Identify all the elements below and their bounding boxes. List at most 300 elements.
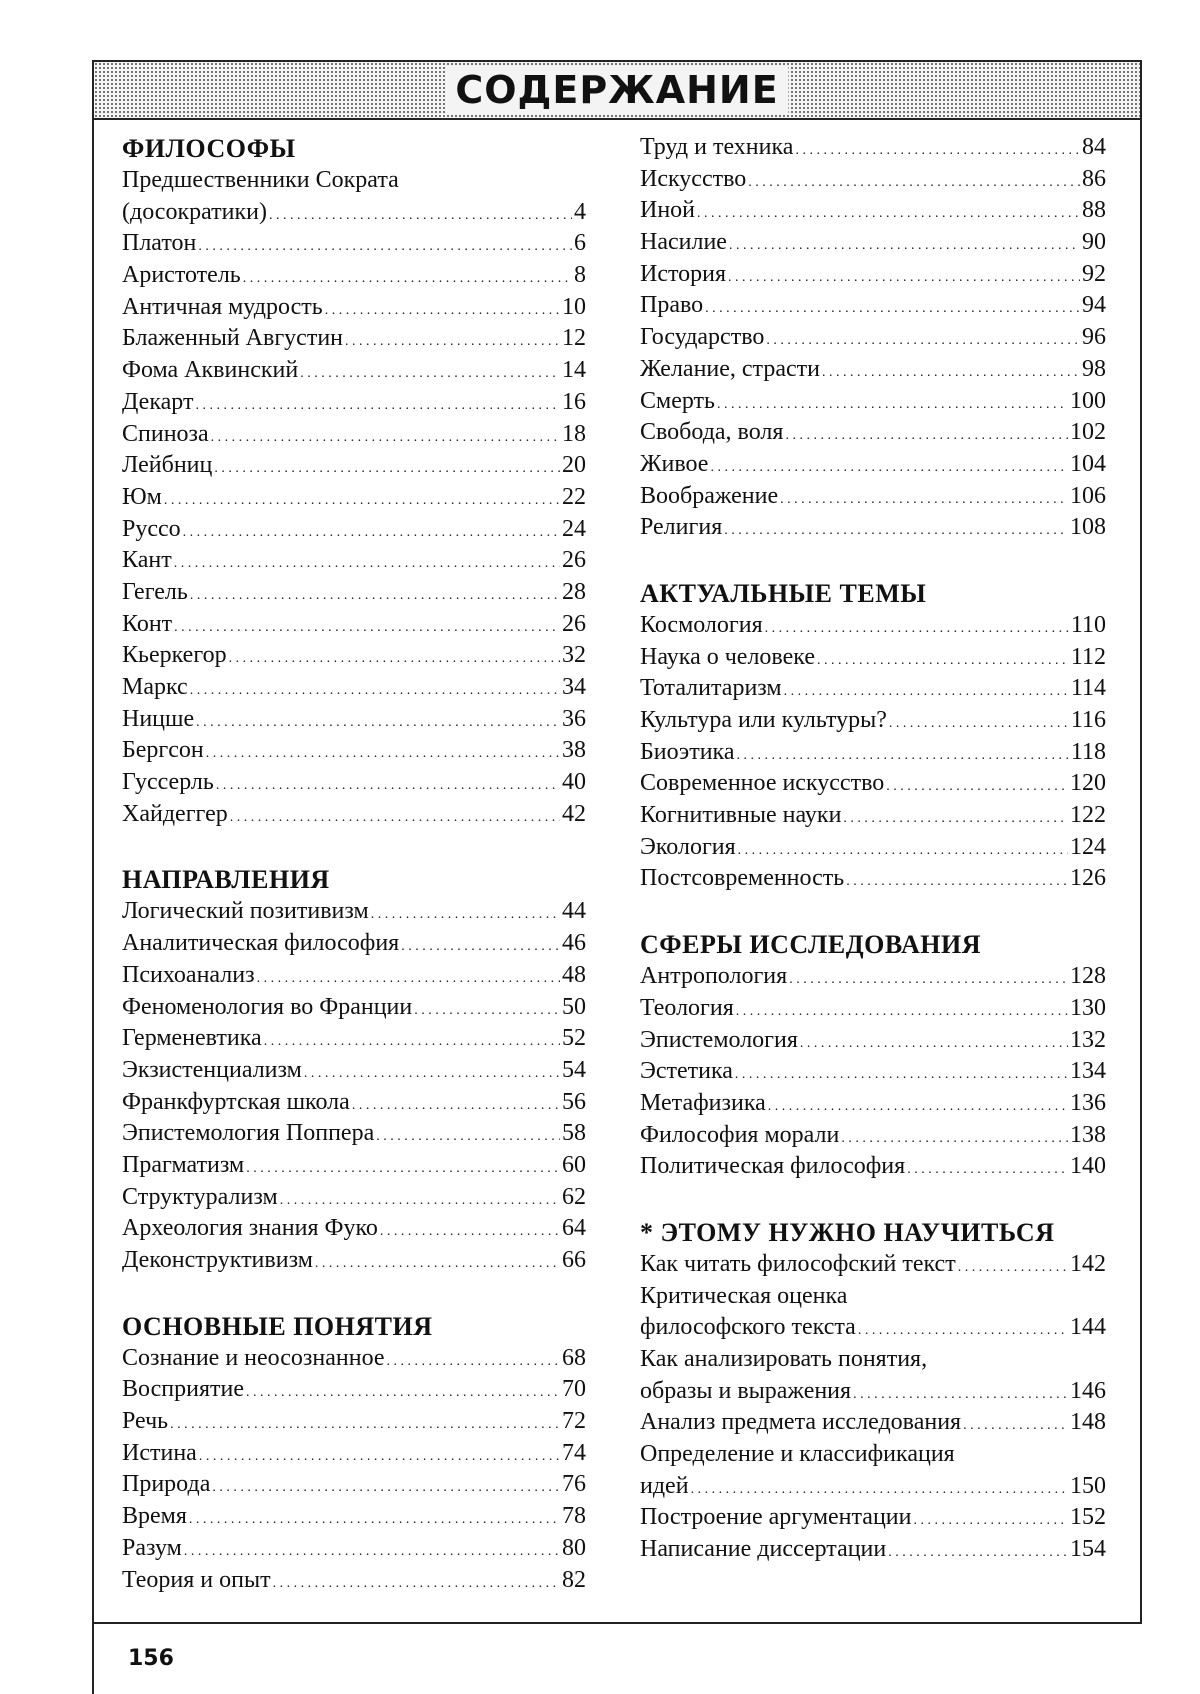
toc-entry-page: 20 xyxy=(562,452,586,479)
toc-entry-title: Кьеркегор xyxy=(122,642,227,669)
toc-entry[interactable] xyxy=(122,704,586,736)
toc-entry-page: 110 xyxy=(1070,611,1106,638)
toc-entry[interactable] xyxy=(122,640,586,672)
dot-leader xyxy=(174,545,560,580)
toc-entry[interactable] xyxy=(122,197,586,229)
toc-entry-page: 86 xyxy=(1082,165,1106,192)
toc-entry-page: 104 xyxy=(1070,450,1106,477)
toc-entry[interactable] xyxy=(640,1534,1106,1566)
toc-entry[interactable] xyxy=(640,1120,1106,1152)
toc-entry-title: Лейбниц xyxy=(122,452,213,479)
toc-entry-page: 96 xyxy=(1082,324,1106,351)
toc-entry-title: Спиноза xyxy=(122,420,209,447)
toc-entry-title: Герменевтика xyxy=(122,1025,262,1052)
dot-leader xyxy=(886,768,1068,803)
toc-entry[interactable] xyxy=(122,1343,586,1375)
toc-entry-page: 48 xyxy=(562,961,586,988)
toc-entry-page: 94 xyxy=(1082,292,1106,319)
toc-entry-title: Антропология xyxy=(640,963,788,990)
toc-entry[interactable] xyxy=(122,960,586,992)
dot-leader xyxy=(212,1469,560,1504)
toc-entry-title: Искусство xyxy=(640,165,747,192)
dot-leader xyxy=(300,355,560,390)
dot-leader xyxy=(325,292,560,327)
toc-entry-title: Ницше xyxy=(122,705,195,732)
toc-entry-title-line1[interactable]: Определение и классификация xyxy=(640,1441,955,1468)
toc-entry-title: Время xyxy=(122,1503,187,1530)
dot-leader xyxy=(717,386,1068,421)
toc-entry-page: 150 xyxy=(1070,1472,1106,1499)
dot-leader xyxy=(183,514,560,549)
toc-entry-title: Декарт xyxy=(122,388,194,415)
toc-entry-title: Франкфуртская школа xyxy=(122,1088,350,1115)
toc-entry-title: Смерть xyxy=(640,387,715,414)
toc-entry-page: 152 xyxy=(1070,1504,1106,1531)
toc-entry[interactable] xyxy=(640,961,1106,993)
toc-entry-title: Прагматизм xyxy=(122,1151,245,1178)
toc-entry[interactable] xyxy=(640,642,1106,674)
toc-entry-page: 148 xyxy=(1070,1409,1106,1436)
toc-entry[interactable] xyxy=(640,1312,1106,1344)
toc-entry-title: Экзистенциализм xyxy=(122,1056,302,1083)
toc-entry[interactable] xyxy=(640,863,1106,895)
dot-leader xyxy=(780,481,1068,516)
toc-entry-page: 28 xyxy=(562,578,586,605)
dot-leader xyxy=(765,610,1069,645)
toc-entry-title: Кант xyxy=(122,547,172,574)
dot-leader xyxy=(174,609,560,644)
toc-entry[interactable] xyxy=(122,1501,586,1533)
toc-entry-title: Живое xyxy=(640,450,709,477)
toc-entry-page: 76 xyxy=(562,1471,586,1498)
toc-entry-page: 132 xyxy=(1070,1026,1106,1053)
dot-leader xyxy=(795,132,1080,167)
toc-entry[interactable] xyxy=(122,1087,586,1119)
toc-entry[interactable] xyxy=(122,1023,586,1055)
dot-leader xyxy=(817,642,1069,677)
toc-entry[interactable] xyxy=(122,545,586,577)
toc-entry-page: 106 xyxy=(1070,482,1106,509)
toc-entry-title: Теория и опыт xyxy=(122,1566,271,1593)
dot-leader xyxy=(273,1565,560,1600)
toc-entry-page: 142 xyxy=(1070,1250,1106,1277)
toc-entry-page: 140 xyxy=(1070,1153,1106,1180)
dot-leader xyxy=(184,1533,560,1568)
toc-entry[interactable] xyxy=(640,322,1106,354)
toc-entry-page: 138 xyxy=(1070,1121,1106,1148)
toc-entry[interactable] xyxy=(640,354,1106,386)
toc-entry-title: Разум xyxy=(122,1534,182,1561)
toc-entry-title: Бергсон xyxy=(122,737,204,764)
toc-entry-title: Аналитическая философия xyxy=(122,930,400,957)
toc-entry[interactable] xyxy=(122,482,586,514)
toc-entry[interactable] xyxy=(640,993,1106,1025)
dot-leader xyxy=(729,227,1080,262)
dot-leader xyxy=(414,992,560,1027)
toc-entry[interactable] xyxy=(122,1406,586,1438)
toc-entry-title: Когнитивные науки xyxy=(640,802,842,829)
toc-entry[interactable] xyxy=(640,1471,1106,1503)
header-band xyxy=(94,62,1140,120)
toc-entry-page: 146 xyxy=(1070,1377,1106,1404)
section-heading: * ЭТОМУ НУЖНО НАУЧИТЬСЯ xyxy=(640,1217,1055,1247)
dot-leader xyxy=(206,735,560,770)
toc-entry-title: Современное искусство xyxy=(640,770,885,797)
toc-entry-title: образы и выражения xyxy=(640,1377,852,1404)
toc-entry-page: 116 xyxy=(1070,707,1106,733)
toc-entry-title: Метафизика xyxy=(640,1089,766,1116)
dot-leader xyxy=(841,1120,1068,1155)
toc-entry[interactable] xyxy=(122,928,586,960)
toc-entry-title: Анализ предмета исследования xyxy=(640,1409,962,1436)
toc-entry[interactable] xyxy=(122,387,586,419)
toc-entry[interactable] xyxy=(122,514,586,546)
toc-entry-page: 54 xyxy=(562,1056,586,1083)
section-gap xyxy=(122,830,586,863)
toc-entry[interactable] xyxy=(640,132,1106,164)
toc-entry-title: Логический позитивизм xyxy=(122,898,369,925)
toc-entry[interactable] xyxy=(122,1150,586,1182)
dot-leader xyxy=(846,863,1068,898)
toc-entry[interactable] xyxy=(640,1025,1106,1057)
toc-entry-title: Фома Аквинский xyxy=(122,357,299,384)
toc-entry[interactable] xyxy=(640,290,1106,322)
toc-entry-title: (досократики) xyxy=(122,198,267,225)
toc-entry-page: 56 xyxy=(562,1088,586,1115)
toc-entry-title: Хайдеггер xyxy=(122,800,228,827)
toc-entry[interactable] xyxy=(640,1088,1106,1120)
toc-entry[interactable] xyxy=(122,1213,586,1245)
toc-entry-page: 62 xyxy=(562,1183,586,1210)
section-heading: ФИЛОСОФЫ xyxy=(122,134,296,163)
dot-leader xyxy=(766,322,1080,357)
toc-entry-page: 88 xyxy=(1082,197,1106,224)
toc-entry-page: 112 xyxy=(1070,643,1106,670)
toc-entry[interactable] xyxy=(640,512,1106,544)
toc-entry-page: 102 xyxy=(1070,419,1106,446)
toc-entry[interactable] xyxy=(640,449,1106,481)
toc-entry-title-line1[interactable]: Как анализировать понятия, xyxy=(640,1346,928,1372)
toc-entry-page: 122 xyxy=(1070,802,1106,829)
toc-entry-page: 34 xyxy=(562,674,586,700)
dot-leader xyxy=(889,705,1069,740)
page-number: 156 xyxy=(128,1646,174,1671)
toc-entry-page: 118 xyxy=(1070,738,1106,765)
dot-leader xyxy=(170,1406,560,1441)
toc-entry[interactable] xyxy=(640,768,1106,800)
toc-entry[interactable] xyxy=(640,386,1106,418)
dot-leader xyxy=(246,1150,560,1185)
dot-leader xyxy=(315,1245,560,1280)
dot-leader xyxy=(264,1023,560,1058)
toc-entry[interactable] xyxy=(640,705,1106,737)
toc-entry-title: Гуссерль xyxy=(122,769,214,796)
toc-entry-page: 42 xyxy=(562,800,586,827)
toc-entry-title: Археология знания Фуко xyxy=(122,1215,378,1242)
toc-entry-page: 134 xyxy=(1070,1058,1106,1085)
dot-leader xyxy=(280,1182,560,1217)
toc-entry-page: 108 xyxy=(1070,514,1106,541)
toc-entry-title: Постсовременность xyxy=(640,865,845,892)
toc-entry-title: Природа xyxy=(122,1471,211,1498)
toc-entry[interactable] xyxy=(122,228,586,260)
dot-leader xyxy=(401,928,560,963)
toc-entry-title: Философия морали xyxy=(640,1121,840,1148)
toc-entry[interactable] xyxy=(122,1182,586,1214)
toc-entry[interactable] xyxy=(640,1056,1106,1088)
dot-leader xyxy=(728,259,1080,294)
toc-entry-title: Желание, страсти xyxy=(640,355,820,382)
dot-leader xyxy=(738,832,1068,867)
section-gap xyxy=(640,895,1106,928)
right-column xyxy=(640,132,1106,1566)
toc-entry-page: 32 xyxy=(562,642,586,669)
toc-entry[interactable] xyxy=(122,1118,586,1150)
dot-leader xyxy=(352,1087,560,1122)
toc-entry[interactable] xyxy=(122,1469,586,1501)
toc-entry-title: Структурализм xyxy=(122,1183,278,1210)
toc-entry-page: 44 xyxy=(562,898,586,925)
toc-entry-title: Аристотель xyxy=(122,262,241,289)
dot-leader xyxy=(164,482,560,517)
toc-entry-title: Наука о человеке xyxy=(640,643,815,670)
toc-entry-title: Восприятие xyxy=(122,1376,244,1403)
toc-entry[interactable] xyxy=(122,450,586,482)
toc-entry-title: Свобода, воля xyxy=(640,419,784,446)
toc-entry-page: 36 xyxy=(562,705,586,732)
dot-leader xyxy=(190,672,560,707)
dot-leader xyxy=(216,767,560,802)
toc-entry-title: Труд и техника xyxy=(640,134,794,160)
dot-leader xyxy=(822,354,1080,389)
toc-entry-page: 98 xyxy=(1082,355,1106,382)
dot-leader xyxy=(735,1056,1068,1091)
toc-entry[interactable] xyxy=(122,609,586,641)
toc-entry-page: 52 xyxy=(562,1025,586,1052)
toc-entry[interactable] xyxy=(122,1374,586,1406)
toc-entry[interactable] xyxy=(640,195,1106,227)
toc-entry[interactable] xyxy=(122,577,586,609)
toc-entry[interactable] xyxy=(640,1151,1106,1183)
toc-entry-page: 18 xyxy=(562,420,586,447)
toc-entry[interactable] xyxy=(122,1438,586,1470)
toc-entry-page: 26 xyxy=(562,547,586,574)
dot-leader xyxy=(230,799,560,834)
toc-entry-page: 40 xyxy=(562,769,586,796)
toc-entry-title: Государство xyxy=(640,324,765,351)
toc-entry-page: 64 xyxy=(562,1215,586,1242)
toc-entry-page: 14 xyxy=(562,357,586,384)
toc-entry[interactable] xyxy=(640,259,1106,291)
toc-entry-page: 84 xyxy=(1082,134,1106,160)
dot-leader xyxy=(789,961,1068,996)
dot-leader xyxy=(697,195,1080,230)
dot-leader xyxy=(269,197,572,232)
dot-leader xyxy=(888,1534,1068,1569)
toc-entry-page: 78 xyxy=(562,1503,586,1530)
dot-leader xyxy=(784,673,1069,708)
toc-entry-title: Построение аргументации xyxy=(640,1504,912,1531)
toc-entry-page: 26 xyxy=(562,610,586,637)
toc-entry[interactable] xyxy=(640,1376,1106,1408)
toc-entry[interactable] xyxy=(640,1249,1106,1281)
toc-entry-page: 128 xyxy=(1070,963,1106,990)
dot-leader xyxy=(963,1407,1068,1442)
toc-entry-title: Иной xyxy=(640,197,696,224)
toc-entry[interactable] xyxy=(122,292,586,324)
toc-entry-title: Экология xyxy=(640,833,736,860)
toc-entry-page: 92 xyxy=(1082,260,1106,287)
left-column xyxy=(122,132,586,1596)
toc-entry-page: 80 xyxy=(562,1534,586,1561)
dot-leader xyxy=(376,1118,560,1153)
toc-entry-title: Право xyxy=(640,292,704,319)
toc-entry-title: Гегель xyxy=(122,578,188,605)
toc-entry[interactable] xyxy=(640,1502,1106,1534)
toc-entry-title: Культура или культуры? xyxy=(640,707,887,733)
toc-entry-title: Как читать философский текст xyxy=(640,1250,956,1277)
toc-entry-title-line1[interactable]: Критическая оценка xyxy=(640,1282,848,1309)
dot-leader xyxy=(748,164,1080,199)
dot-leader xyxy=(705,290,1080,325)
toc-entry-page: 50 xyxy=(562,993,586,1020)
toc-entry-page: 22 xyxy=(562,483,586,510)
toc-entry[interactable] xyxy=(640,737,1106,769)
toc-entry-title: Тоталитаризм xyxy=(640,675,782,702)
margin-line xyxy=(92,1624,94,1694)
toc-entry-title: Истина xyxy=(122,1439,197,1466)
toc-entry[interactable] xyxy=(640,481,1106,513)
toc-entry-title: Маркс xyxy=(122,674,188,700)
toc-entry[interactable] xyxy=(122,1055,586,1087)
toc-entry[interactable] xyxy=(122,1245,586,1277)
toc-entry-page: 126 xyxy=(1070,865,1106,892)
toc-entry-page: 4 xyxy=(574,198,586,225)
dot-leader xyxy=(190,577,560,612)
toc-entry-title: философского текста xyxy=(640,1314,856,1341)
toc-entry[interactable] xyxy=(122,1533,586,1565)
toc-entry-title-line1[interactable]: Предшественники Сократа xyxy=(122,167,399,193)
dot-leader xyxy=(736,993,1068,1028)
dot-leader xyxy=(710,449,1068,484)
toc-entry[interactable] xyxy=(122,1565,586,1597)
toc-entry[interactable] xyxy=(122,419,586,451)
toc-entry-title: Конт xyxy=(122,610,173,637)
toc-entry-title: идей xyxy=(640,1472,689,1499)
toc-entry-page: 60 xyxy=(562,1151,586,1178)
dot-leader xyxy=(853,1376,1068,1411)
dot-leader xyxy=(858,1312,1068,1347)
toc-entry-title: Космология xyxy=(640,611,763,638)
dot-leader xyxy=(196,704,560,739)
toc-entry-page: 24 xyxy=(562,515,586,542)
toc-entry-page: 124 xyxy=(1070,833,1106,860)
toc-entry-page: 72 xyxy=(562,1408,586,1435)
toc-entry-page: 58 xyxy=(562,1120,586,1147)
dot-leader xyxy=(199,1438,560,1473)
toc-entry-page: 114 xyxy=(1070,675,1106,702)
page-title: СОДЕРЖАНИЕ xyxy=(445,67,788,113)
toc-entry[interactable] xyxy=(122,260,586,292)
toc-entry-title: Эстетика xyxy=(640,1058,733,1085)
toc-entry-page: 130 xyxy=(1070,994,1106,1021)
toc-entry[interactable] xyxy=(122,992,586,1024)
toc-entry-page: 46 xyxy=(562,930,586,957)
toc-entry[interactable] xyxy=(122,323,586,355)
toc-entry-page: 6 xyxy=(574,230,586,257)
dot-leader xyxy=(843,800,1068,835)
section-heading: ОСНОВНЫЕ ПОНЯТИЯ xyxy=(122,1311,433,1341)
dot-leader xyxy=(724,512,1068,547)
dot-leader xyxy=(800,1025,1068,1060)
contents-frame xyxy=(92,60,1142,1624)
dot-leader xyxy=(345,323,560,358)
dot-leader xyxy=(257,960,560,995)
section-gap xyxy=(640,1183,1106,1216)
toc-entry-title: Юм xyxy=(122,483,162,510)
toc-entry[interactable] xyxy=(122,799,586,831)
toc-entry[interactable] xyxy=(640,417,1106,449)
toc-entry[interactable] xyxy=(640,673,1106,705)
dot-leader xyxy=(768,1088,1068,1123)
dot-leader xyxy=(195,387,560,422)
toc-entry-title: Насилие xyxy=(640,229,727,256)
dot-leader xyxy=(691,1471,1068,1506)
dot-leader xyxy=(958,1249,1068,1284)
toc-entry-title: Психоанализ xyxy=(122,961,255,988)
dot-leader xyxy=(211,419,560,454)
toc-entry-page: 38 xyxy=(562,737,586,764)
toc-entry-title: Блаженный Августин xyxy=(122,325,344,352)
toc-entry-title: Феноменология во Франции xyxy=(122,993,413,1020)
toc-entry[interactable] xyxy=(122,767,586,799)
toc-entry[interactable] xyxy=(640,164,1106,196)
toc-entry-title: Биоэтика xyxy=(640,738,735,765)
dot-leader xyxy=(214,450,560,485)
toc-entry-title: Воображение xyxy=(640,482,779,509)
toc-entry-title: Руссо xyxy=(122,515,181,542)
toc-entry[interactable] xyxy=(122,896,586,928)
toc-entry-page: 120 xyxy=(1070,770,1106,797)
toc-entry-page: 74 xyxy=(562,1439,586,1466)
section-heading: АКТУАЛЬНЫЕ ТЕМЫ xyxy=(640,578,927,608)
toc-entry-page: 100 xyxy=(1070,387,1106,414)
toc-entry-page: 68 xyxy=(562,1344,586,1371)
dot-leader xyxy=(907,1151,1068,1186)
dot-leader xyxy=(246,1374,560,1409)
toc-entry[interactable] xyxy=(122,355,586,387)
toc-entry[interactable] xyxy=(640,1407,1106,1439)
toc-entry-page: 8 xyxy=(574,262,586,289)
toc-entry-page: 154 xyxy=(1070,1536,1106,1563)
toc-entry[interactable] xyxy=(640,227,1106,259)
toc-entry-title: Античная мудрость xyxy=(122,293,323,320)
toc-entry-page: 90 xyxy=(1082,229,1106,256)
toc-entry-page: 70 xyxy=(562,1376,586,1403)
toc-entry-title: Теология xyxy=(640,994,734,1021)
dot-leader xyxy=(380,1213,560,1248)
toc-entry[interactable] xyxy=(640,800,1106,832)
toc-entry-title: Политическая философия xyxy=(640,1153,906,1180)
toc-entry[interactable] xyxy=(640,832,1106,864)
toc-entry-page: 82 xyxy=(562,1566,586,1593)
dot-leader xyxy=(913,1502,1068,1537)
dot-leader xyxy=(229,640,560,675)
toc-entry[interactable] xyxy=(640,610,1106,642)
toc-entry-title: Деконструктивизм xyxy=(122,1247,313,1273)
toc-entry[interactable] xyxy=(122,672,586,704)
toc-entry[interactable] xyxy=(122,735,586,767)
